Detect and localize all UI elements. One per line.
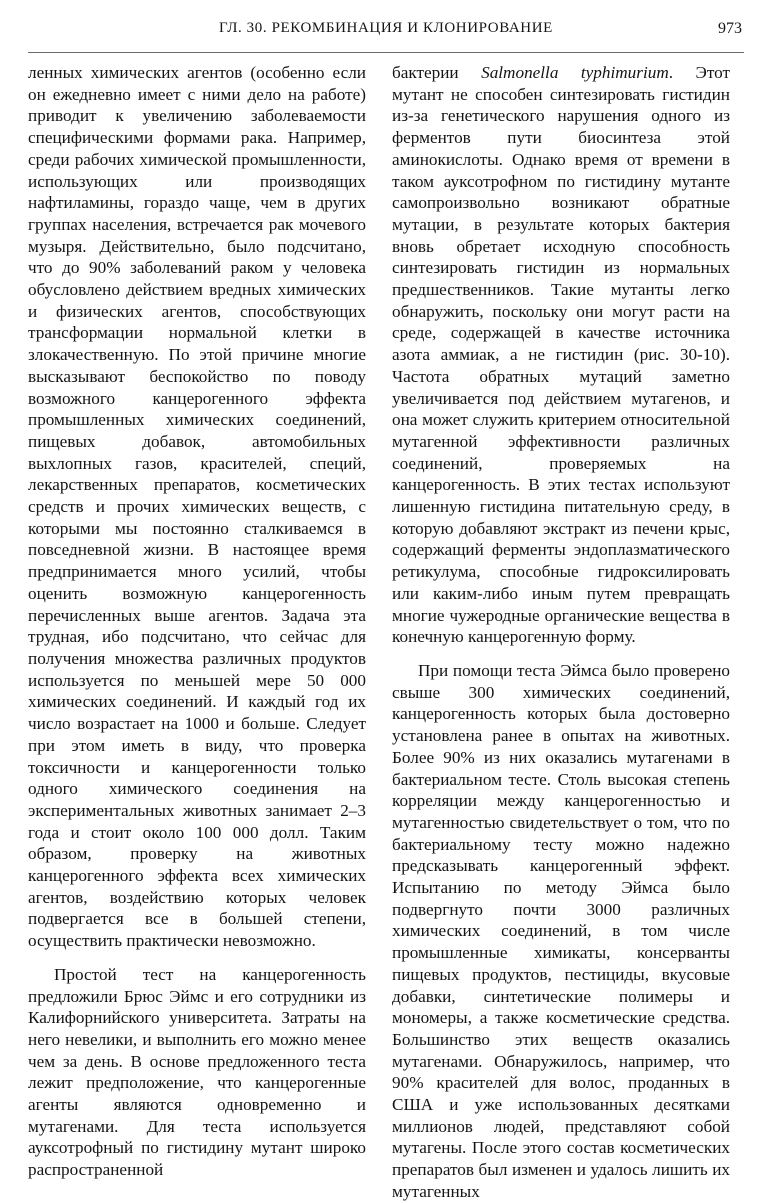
text-after-species: . Этот мутант не способен синтезировать гистидин из-за генетического нарушения одного из ферментов пути биосинтеза этой аминокислоты. Однако время от времени в таком ауксотрофном по гистидину мутанте самопроизвольно возникают обратные мутации, в результате которых бактерия вновь обретает исходную способность синтезировать гистидин из нормальных предшественников. Такие мутанты легко обнаружить, поскольку они могут расти на среде, содержащей в качестве источника азота аммиак, а не гистидин (рис. 30-10). Частота обратных мутаций заметно увеличивается под действием мутагенов, и она может служить критерием относительной мутагенной эффективности различных соединений, проверяемых на канцерогенность. В этих тестах используют лишенную гистидина питательную среду, в которую добавляют экстракт из печени крыс, содержащий ферменты эндоплазматического ретикулума, способные гидроксилировать или каким-либо иным путем превращать многие чужеродные органические вещества в конечную канцерогенную форму. bbox=[392, 63, 730, 647]
running-title: ГЛ. 30. РЕКОМБИНАЦИЯ И КЛОНИРОВАНИЕ bbox=[219, 20, 553, 36]
page-number: 973 bbox=[718, 20, 742, 37]
header-rule bbox=[28, 52, 744, 53]
left-column bbox=[28, 62, 366, 1181]
text-before-species: бактерии bbox=[392, 63, 482, 82]
paragraph-ames-results: При помощи теста Эймса было проверено свыше 300 химических соединений, канцерогенность которых была достоверно установлена ранее в опытах на животных. Более 90% из них оказались мутагенами в бактериальном тесте. Столь высокая степень корреляции между канцерогенностью и мутагенностью свидетельствует о том, что по бактериальному тесту можно надежно предсказывать канцерогенный эффект. Испытанию по методу Эймса было подвергнуто почти 3000 различных химических соединений, в том числе промышленные химикаты, консерванты пищевых продуктов, пестициды, вкусовые добавки, синтетические полимеры и мономеры, а также косметические средства. Большинство этих веществ оказались мутагенами. Обнаружилось, например, что 90% красителей для волос, проданных в США и уже использованных десятками миллионов людей, представляют собой мутагены. После этого состав косметических препаратов был изменен и удалось лишить их мутагенных bbox=[392, 660, 730, 1201]
species-name: Salmonella typhimurium bbox=[481, 63, 669, 82]
page-header bbox=[28, 20, 744, 46]
paragraph-ames-test-intro: Простой тест на канцерогенность предложили Брюс Эймс и его сотрудники из Калифорнийского университета. Затраты на него невелики, и выполнить его можно менее чем за день. В основе предложенного теста лежит предположение, что канцерогенные агенты являются одновременно и мутагенами. Для теста используется ауксотрофный по гистидину мутант широко распространенной bbox=[28, 964, 366, 1180]
right-column bbox=[392, 62, 730, 1203]
paragraph-continuation: ленных химических агентов (особенно если он ежедневно имеет с ними дело на работе) приводит к увеличению заболеваемости специфическими формами рака. Например, среди рабочих химической промышленности, использующих или производящих нафтиламины, гораздо чаще, чем в других группах населения, встречается рак мочевого музыря. Действительно, было подсчитано, что до 90% заболеваний раком у человека обусловлено действием вредных химических и физических агентов, способствующих трансформации нормальной клетки в злокачественную. По этой причине многие высказывают беспокойство по поводу возможного канцерогенного эффекта промышленных химических соединений, пищевых добавок, автомобильных выхлопных газов, красителей, специй, лекарственных препаратов, косметических средств и прочих химических веществ, с которыми мы постоянно сталкиваемся в повседневной жизни. В настоящее время предпринимается много усилий, чтобы оценить возможную канцерогенность перечисленных выше агентов. Задача эта трудная, ибо подсчитано, что сейчас для получения множества различных продуктов используется по меньшей мере 50 000 химических соединений. И каждый год их число возрастает на 1000 и больше. Следует при этом иметь в виду, что проверка токсичности и канцерогенности только одного химического соединения на экспериментальных животных занимает 2–3 года и стоит около 100 000 долл. Таким образом, проверку на животных канцерогенного эффекта всех химических агентов, воздействию которых человек подвергается все в большей степени, осуществить практически невозможно. bbox=[28, 63, 366, 951]
paragraph-salmonella bbox=[392, 62, 730, 648]
